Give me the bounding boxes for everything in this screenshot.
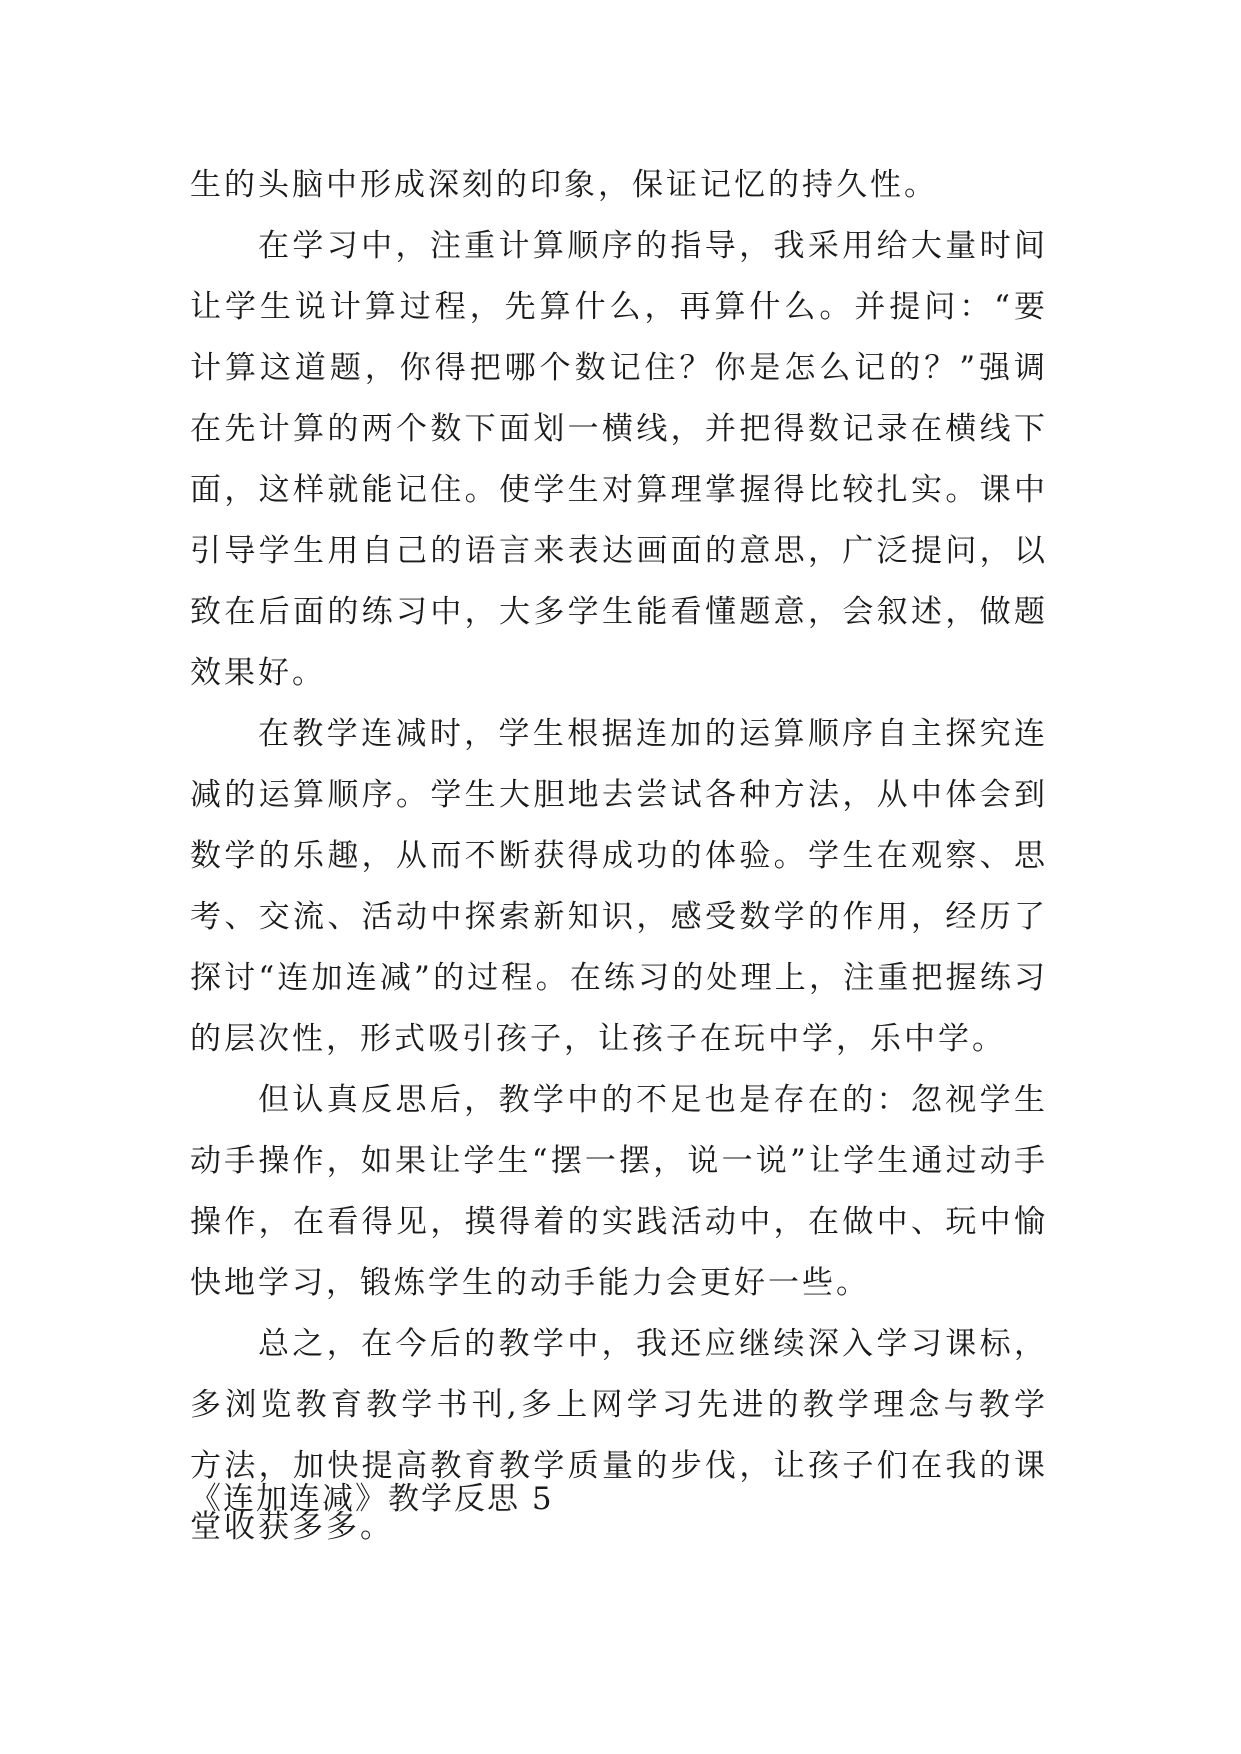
section-heading: 《连加连减》教学反思 5	[190, 1481, 554, 1517]
paragraph-5: 总之，在今后的教学中，我还应继续深入学习课标，多浏览教育教学书刊,多上网学习先进的教学理念与教学方法，加快提高教育教学质量的步伐，让孩子们在我的课堂收获多多。	[190, 1326, 1048, 1545]
paragraph-1: 生的头脑中形成深刻的印象，保证记忆的持久性。	[190, 167, 938, 203]
paragraph-3: 在教学连减时，学生根据连加的运算顺序自主探究连减的运算顺序。学生大胆地去尝试各种方法，从中体会到数学的乐趣，从而不断获得成功的体验。学生在观察、思考、交流、活动中探索新知识，感受数学的作用，经历了探讨“连加连减”的过程。在练习的处理上，注重把握练习的层次性，形式吸引孩子，让孩子在玩中学，乐中学。	[190, 716, 1048, 1057]
paragraph-4: 但认真反思后，教学中的不足也是存在的：忽视学生动手操作，如果让学生“摆一摆，说一说”让学生通过动手操作，在看得见，摸得着的实践活动中，在做中、玩中愉快地学习，锻炼学生的动手能力会更好一些。	[190, 1082, 1048, 1301]
document-body	[190, 155, 1048, 1558]
paragraph-2: 在学习中，注重计算顺序的指导，我采用给大量时间让学生说计算过程，先算什么，再算什么。并提问：“要计算这道题，你得把哪个数记住？你是怎么记的？”强调在先计算的两个数下面划一横线，并把得数记录在横线下面，这样就能记住。使学生对算理掌握得比较扎实。课中引导学生用自己的语言来表达画面的意思，广泛提问，以致在后面的练习中，大多学生能看懂题意，会叙述，做题效果好。	[190, 228, 1048, 691]
